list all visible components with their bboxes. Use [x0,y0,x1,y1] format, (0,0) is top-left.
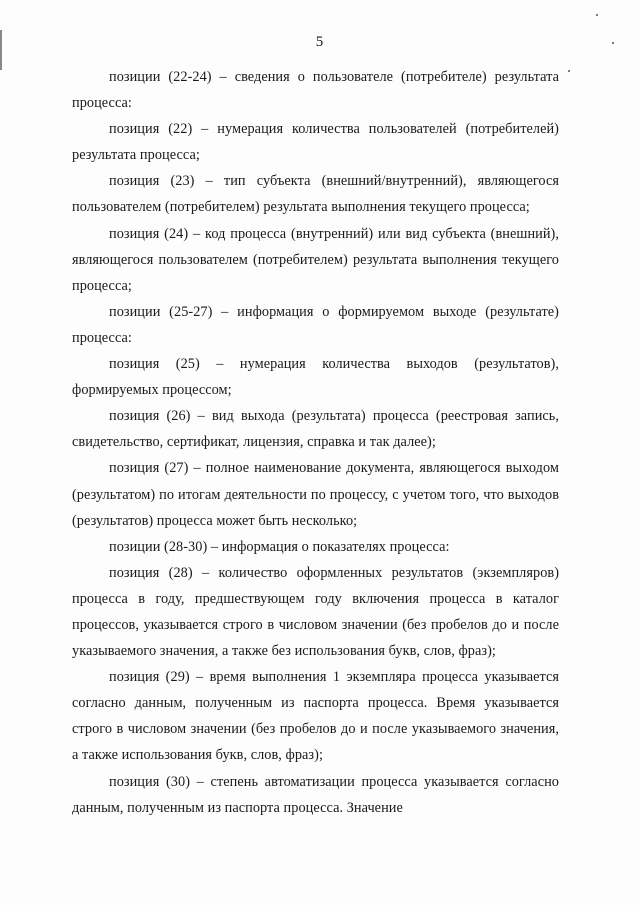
paragraph-positions-25-27: позиции (25-27) – информация о формируемом выходе (результате) процесса: [72,303,559,346]
paragraph-position-29: позиция (29) – время выполнения 1 экземпляра процесса указывается согласно данным, полученным из паспорта процесса. Время указывается строго в числовом значении (без пробелов до и после указываемого значения, а также использования букв, слов, фраз); [72,669,559,764]
paragraph-position-28: позиция (28) – количество оформленных результатов (экземпляров) процесса в году, предшествующем году включения процесса в каталог процессов, указывается строго в числовом значении (без пробелов до и после указываемого значения, а также без использования букв, слов, фраз); [72,564,559,660]
paragraph-position-22: позиция (22) – нумерация количества пользователей (потребителей) результата процесса; [72,121,559,164]
scan-speck [596,14,598,16]
paragraph-position-24: позиция (24) – код процесса (внутренний) или вид субъекта (внешний), являющегося пользователем (потребителем) результата выполнения текущего процесса; [72,225,559,294]
scan-speck [568,70,570,72]
paragraph-position-26: позиция (26) – вид выхода (результата) процесса (реестровая запись, свидетельство, сертификат, лицензия, справка и так далее); [72,408,559,451]
paragraph-position-30: позиция (30) – степень автоматизации процесса указывается согласно данным, полученным из паспорта процесса. Значение [72,773,559,816]
page-number: 5 [315,34,324,50]
document-body [72,64,559,821]
paragraph-position-25: позиция (25) – нумерация количества выходов (результатов), формируемых процессом; [72,356,559,399]
paragraph-position-27: позиция (27) – полное наименование документа, являющегося выходом (результатом) по итогам деятельности по процессу, с учетом того, что выходов (результатов) процесса может быть несколько; [72,460,559,529]
paragraph-positions-22-24: позиции (22-24) – сведения о пользователе (потребителе) результата процесса: [72,69,559,112]
paragraph-position-23: позиция (23) – тип субъекта (внешний/внутренний), являющегося пользователем (потребителем) результата выполнения текущего процесса; [72,173,559,216]
paragraph-positions-28-30: позиции (28-30) – информация о показателях процесса: [109,538,450,555]
